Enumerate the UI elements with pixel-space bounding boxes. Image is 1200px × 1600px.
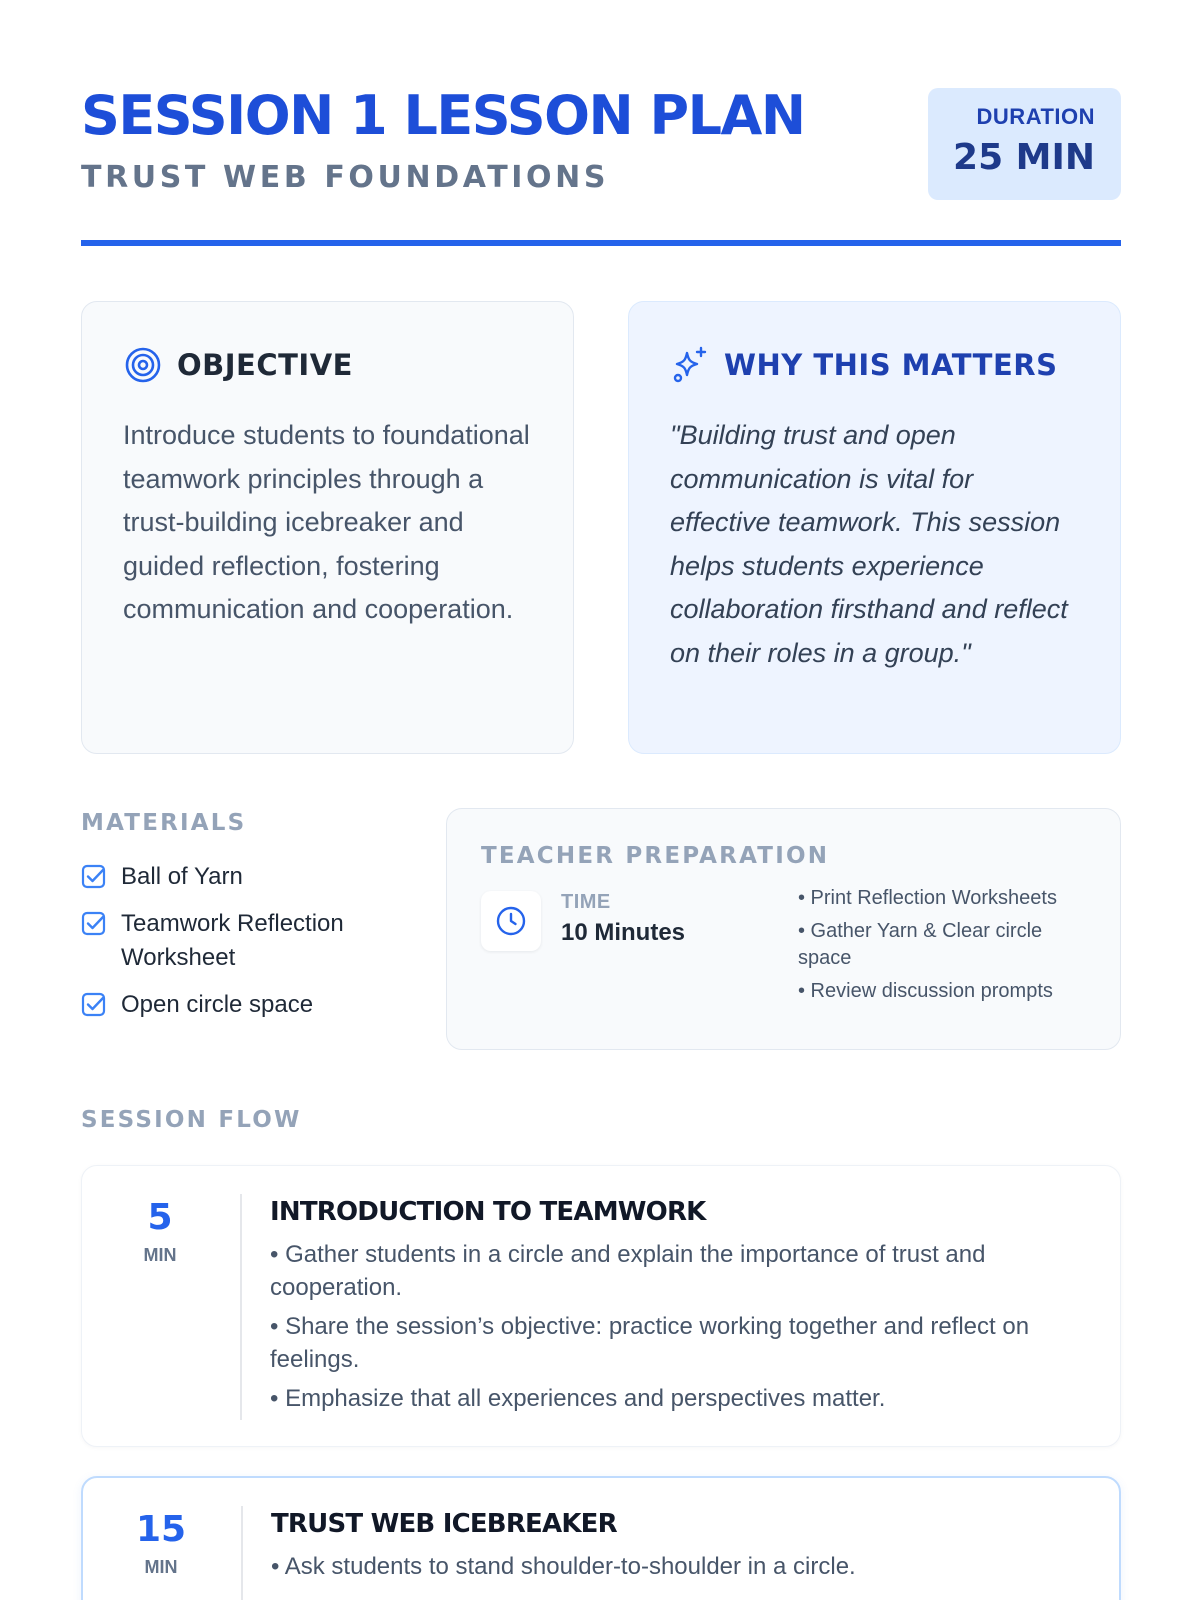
objective-card bbox=[81, 301, 574, 754]
flow-step-bullets bbox=[270, 1238, 1080, 1415]
flow-step-unit: MIN bbox=[143, 1245, 177, 1265]
flow-step-minutes: 15 bbox=[135, 1509, 187, 1550]
duration-value: 25 MIN bbox=[953, 137, 1095, 178]
why-text: "Building trust and open communication is vital for effective teamwork. This session helps students experience collaboration firsthand and reflect on their roles in a group." bbox=[670, 420, 1068, 668]
list-item bbox=[81, 907, 431, 975]
objective-text: Introduce students to foundational teamwork principles through a trust-building icebreaker and guided reflection, fostering communication and cooperation. bbox=[123, 420, 530, 624]
prep-time-label: TIME bbox=[561, 891, 611, 913]
checkbox-checked-icon bbox=[81, 992, 107, 1018]
page-title: SESSION 1 LESSON PLAN bbox=[81, 84, 805, 147]
material-label: Open circle space bbox=[121, 991, 314, 1018]
list-item: • Ask students to stand shoulder-to-shoulder in a circle. bbox=[271, 1553, 856, 1580]
list-item: • Share the session’s objective: practice working together and reflect on feelings. bbox=[270, 1313, 1030, 1373]
target-icon bbox=[123, 345, 163, 385]
duration-badge bbox=[928, 88, 1121, 200]
header bbox=[81, 80, 1121, 250]
flow-step-title: INTRODUCTION TO TEAMWORK bbox=[270, 1197, 706, 1227]
why-header bbox=[670, 344, 1080, 386]
flow-step-divider bbox=[241, 1506, 243, 1600]
why-this-matters-card bbox=[628, 301, 1121, 754]
material-label: Teamwork Reflection Worksheet bbox=[121, 910, 344, 971]
materials-list bbox=[81, 860, 431, 1022]
duration-label: DURATION bbox=[976, 104, 1095, 129]
list-item bbox=[81, 988, 431, 1022]
list-item: • Print Reflection Worksheets bbox=[798, 887, 1057, 909]
clock-icon bbox=[481, 891, 541, 951]
materials-label: MATERIALS bbox=[81, 810, 247, 836]
sparkles-icon bbox=[670, 345, 710, 385]
list-item: • Gather Yarn & Clear circle space bbox=[798, 920, 1043, 969]
list-item: • Review discussion prompts bbox=[798, 980, 1053, 1002]
prep-body bbox=[481, 887, 1087, 1031]
prep-label: TEACHER PREPARATION bbox=[481, 843, 830, 869]
prep-time-value: 10 Minutes bbox=[561, 919, 686, 946]
flow-step-card bbox=[81, 1165, 1121, 1447]
flow-step-duration bbox=[110, 1196, 210, 1266]
flow-step-minutes: 5 bbox=[147, 1197, 173, 1238]
flow-step-content bbox=[270, 1194, 1080, 1421]
flow-step-title: TRUST WEB ICEBREAKER bbox=[271, 1509, 617, 1539]
checkbox-checked-icon bbox=[81, 911, 107, 937]
list-item bbox=[81, 860, 431, 894]
why-title: WHY THIS MATTERS bbox=[724, 348, 1058, 382]
checkbox-checked-icon bbox=[81, 864, 107, 890]
header-divider bbox=[81, 240, 1121, 246]
flow-step-bullets bbox=[271, 1550, 1081, 1583]
materials-section bbox=[81, 808, 431, 1035]
page-subtitle: TRUST WEB FOUNDATIONS bbox=[81, 160, 610, 195]
flow-step-duration bbox=[111, 1508, 211, 1578]
flow-step-content bbox=[271, 1506, 1081, 1589]
material-label: Ball of Yarn bbox=[121, 863, 243, 890]
list-item: • Gather students in a circle and explain the importance of trust and cooperation. bbox=[270, 1241, 986, 1301]
list-item: • Emphasize that all experiences and perspectives matter. bbox=[270, 1385, 886, 1412]
flow-step-divider bbox=[240, 1194, 242, 1420]
flow-step-unit: MIN bbox=[144, 1557, 178, 1577]
objective-title: OBJECTIVE bbox=[177, 348, 353, 382]
session-flow-label: SESSION FLOW bbox=[81, 1107, 302, 1133]
teacher-preparation-card bbox=[446, 808, 1121, 1050]
objective-header bbox=[123, 344, 533, 386]
flow-step-card bbox=[81, 1476, 1121, 1600]
prep-task-list bbox=[798, 885, 1088, 1011]
